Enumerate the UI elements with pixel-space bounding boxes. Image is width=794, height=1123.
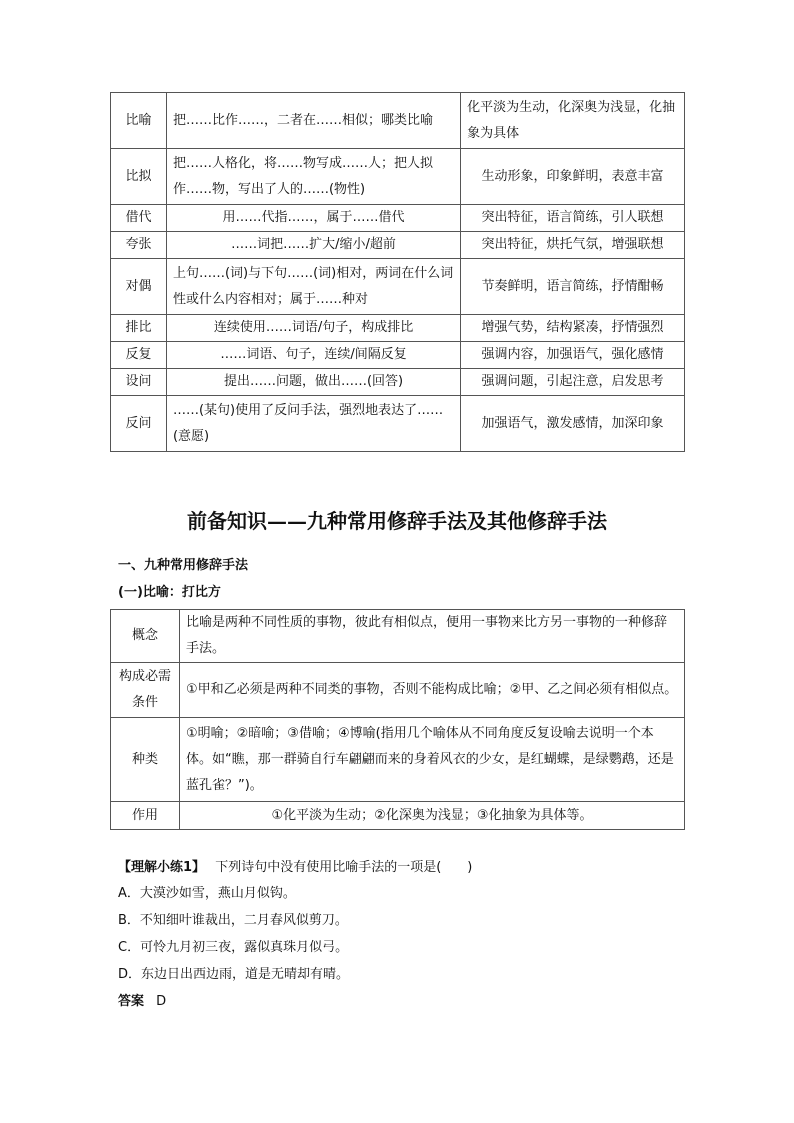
- answer-label: 答案: [118, 994, 145, 1009]
- exercise-question: [118, 858, 472, 878]
- table-row: [111, 369, 685, 396]
- rhetoric-name: 夸张: [111, 232, 167, 259]
- answer-pattern: 提出……问题，做出……(回答): [166, 369, 460, 396]
- answer-value: D: [156, 994, 167, 1009]
- rhetoric-name: 反问: [111, 396, 167, 452]
- rhetoric-name: 比喻: [111, 93, 167, 149]
- table-row: [111, 149, 685, 205]
- rhetoric-effect: 节奏鲜明，语言简练，抒情酣畅: [461, 259, 685, 315]
- rhetoric-effect: 强调问题，引起注意，启发思考: [461, 369, 685, 396]
- row-value: ①明喻；②暗喻；③借喻；④博喻(指用几个喻体从不同角度反复设喻去说明一个本体。如“瞧，那一群骑自行车翩翩而来的身着风衣的少女，是红蝴蝶，是绿鹦鹉，还是蓝孔雀？”)。: [180, 718, 685, 802]
- answer-pattern: 连续使用……词语/句子，构成排比: [166, 315, 460, 342]
- row-key: 构成必需条件: [111, 663, 180, 718]
- answer-line: [118, 992, 166, 1012]
- table-row: [111, 93, 685, 149]
- table-row: [111, 610, 685, 663]
- table-row: [111, 342, 685, 369]
- rhetoric-effect: 强调内容，加强语气，强化感情: [461, 342, 685, 369]
- rhetoric-name: 借代: [111, 205, 167, 232]
- rhetoric-effect: 突出特征，语言简练，引人联想: [461, 205, 685, 232]
- row-value: 比喻是两种不同性质的事物，彼此有相似点，便用一事物来比方另一事物的一种修辞手法。: [180, 610, 685, 663]
- exercise-question-text: 下列诗句中没有使用比喻手法的一项是( ): [215, 860, 473, 875]
- heading-level-1: 一、九种常用修辞手法: [118, 558, 249, 573]
- row-value: ①甲和乙必须是两种不同类的事物，否则不能构成比喻；②甲、乙之间必须有相似点。: [180, 663, 685, 718]
- row-key: 概念: [111, 610, 180, 663]
- rhetoric-effect: 加强语气，激发感情，加深印象: [461, 396, 685, 452]
- section-title: 前备知识——九种常用修辞手法及其他修辞手法: [187, 509, 607, 533]
- row-key: 种类: [111, 718, 180, 802]
- answer-pattern: 用……代指……，属于……借代: [166, 205, 460, 232]
- answer-pattern: ……(某句)使用了反问手法，强烈地表达了……(意愿): [166, 396, 460, 452]
- table-row: [111, 232, 685, 259]
- row-value: ①化平淡为生动；②化深奥为浅显；③化抽象为具体等。: [180, 802, 685, 830]
- option-a: A．大漠沙如雪，燕山月似钩。: [118, 886, 296, 901]
- answer-pattern: 把……比作……，二者在……相似；哪类比喻: [166, 93, 460, 149]
- answer-pattern: 把……人格化，将……物写成……人；把人拟作……物，写出了人的……(物性): [166, 149, 460, 205]
- rhetoric-name: 比拟: [111, 149, 167, 205]
- exercise-tag: 【理解小练1】: [118, 860, 206, 875]
- metaphor-info-table: [110, 609, 685, 830]
- option-c: C．可怜九月初三夜，露似真珠月似弓。: [118, 940, 349, 955]
- table-row: [111, 718, 685, 802]
- rhetoric-name: 对偶: [111, 259, 167, 315]
- answer-pattern: ……词把……扩大/缩小/超前: [166, 232, 460, 259]
- table-row: [111, 802, 685, 830]
- option-d: D．东边日出西边雨，道是无晴却有晴。: [118, 967, 350, 982]
- rhetoric-effect: 增强气势，结构紧凑，抒情强烈: [461, 315, 685, 342]
- row-key: 作用: [111, 802, 180, 830]
- option-b: B．不知细叶谁裁出，二月春风似剪刀。: [118, 913, 348, 928]
- answer-pattern: 上句……(词)与下句……(词)相对，两词在什么词性或什么内容相对；属于……种对: [166, 259, 460, 315]
- rhetoric-name: 反复: [111, 342, 167, 369]
- table-row: [111, 396, 685, 452]
- table-row: [111, 259, 685, 315]
- rhetoric-summary-table: [110, 92, 685, 452]
- rhetoric-effect: 生动形象，印象鲜明，表意丰富: [461, 149, 685, 205]
- answer-pattern: ……词语、句子，连续/间隔反复: [166, 342, 460, 369]
- rhetoric-effect: 突出特征，烘托气氛，增强联想: [461, 232, 685, 259]
- table-row: [111, 205, 685, 232]
- rhetoric-name: 排比: [111, 315, 167, 342]
- rhetoric-name: 设问: [111, 369, 167, 396]
- rhetoric-effect: 化平淡为生动，化深奥为浅显，化抽象为具体: [461, 93, 685, 149]
- table-row: [111, 663, 685, 718]
- table-row: [111, 315, 685, 342]
- heading-level-2: (一)比喻：打比方: [118, 585, 221, 600]
